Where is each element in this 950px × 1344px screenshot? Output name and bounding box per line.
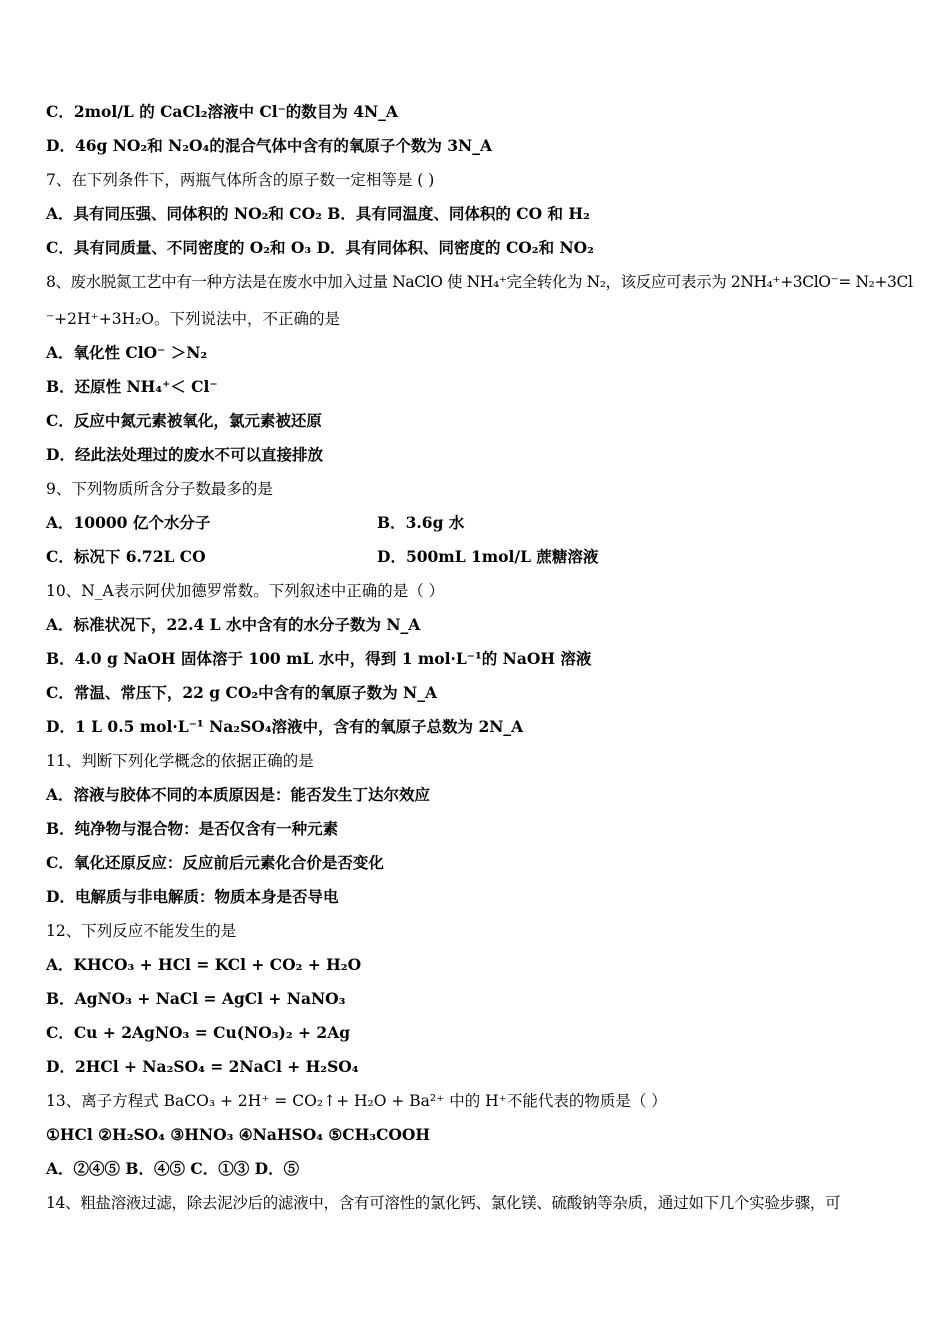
option-6d: D．46g NO₂和 N₂O₄的混合气体中含有的氧原子个数为 3N_A [46,136,492,155]
option-8b: B．还原性 NH₄⁺＜ Cl⁻ [46,377,218,396]
option-9a: A．10000 亿个水分子 [46,513,211,532]
option-7ab: A．具有同压强、同体积的 NO₂和 CO₂ B．具有同温度、同体积的 CO 和 H₂ [46,204,590,223]
option-6c: C．2mol/L 的 CaCl₂溶液中 Cl⁻的数目为 4N_A [46,102,398,121]
option-8a: A．氧化性 ClO⁻ ＞N₂ [46,343,208,362]
option-11d: D．电解质与非电解质：物质本身是否导电 [46,887,339,906]
option-13: A．②④⑤ B．④⑤ C．①③ D．⑤ [46,1159,300,1178]
question-12: 12、下列反应不能发生的是 [46,922,237,940]
option-9c: C．标况下 6.72L CO [46,547,206,566]
option-10b: B．4.0 g NaOH 固体溶于 100 mL 水中，得到 1 mol·L⁻¹的 NaOH 溶液 [46,649,592,668]
option-8d: D．经此法处理过的废水不可以直接排放 [46,445,323,464]
option-12a: A．KHCO₃ + HCl = KCl + CO₂ + H₂O [46,955,362,974]
option-11a: A．溶液与胶体不同的本质原因是：能否发生丁达尔效应 [46,785,431,804]
option-10c: C．常温、常压下，22 g CO₂中含有的氧原子数为 N_A [46,683,438,702]
question-10: 10、N_A表示阿伏加德罗常数。下列叙述中正确的是（ ） [46,582,445,600]
option-12c: C．Cu + 2AgNO₃ = Cu(NO₃)₂ + 2Ag [46,1023,351,1042]
question-13-choices: ①HCl ②H₂SO₄ ③HNO₃ ④NaHSO₄ ⑤CH₃COOH [46,1125,431,1144]
option-10d: D．1 L 0.5 mol·L⁻¹ Na₂SO₄溶液中，含有的氧原子总数为 2N_A [46,717,524,736]
question-9: 9、下列物质所含分子数最多的是 [46,480,273,498]
option-12b: B．AgNO₃ + NaCl = AgCl + NaNO₃ [46,989,346,1008]
option-11c: C．氧化还原反应：反应前后元素化合价是否变化 [46,853,384,872]
option-9-row1 [46,512,916,534]
option-9-row2 [46,546,916,568]
option-9b: B．3.6g 水 [377,513,465,532]
option-12d: D．2HCl + Na₂SO₄ = 2NaCl + H₂SO₄ [46,1057,359,1076]
question-11: 11、判断下列化学概念的依据正确的是 [46,752,314,770]
question-7: 7、在下列条件下，两瓶气体所含的原子数一定相等是 ( ) [46,171,435,189]
option-11b: B．纯净物与混合物：是否仅含有一种元素 [46,819,339,838]
option-9d: D．500mL 1mol/L 蔗糖溶液 [377,547,599,566]
question-8: 8、废水脱氮工艺中有一种方法是在废水中加入过量 NaClO 使 NH₄⁺完全转化为 N₂，该反应可表示为 2NH₄⁺+3ClO⁻= N₂+3Cl [46,273,913,291]
option-8c: C．反应中氮元素被氧化，氯元素被还原 [46,411,322,430]
question-8-cont: ⁻+2H⁺+3H₂O。下列说法中，不正确的是 [46,310,341,328]
option-7cd: C．具有同质量、不同密度的 O₂和 O₃ D．具有同体积、同密度的 CO₂和 NO₂ [46,238,594,257]
question-13: 13、离子方程式 BaCO₃ + 2H⁺ = CO₂↑+ H₂O + Ba²⁺ 中的 H⁺不能代表的物质是（ ） [46,1092,667,1110]
question-14: 14、粗盐溶液过滤，除去泥沙后的滤液中，含有可溶性的氯化钙、氯化镁、硫酸钠等杂质，通过如下几个实验步骤，可 [46,1194,841,1212]
option-10a: A．标准状况下，22.4 L 水中含有的水分子数为 N_A [46,615,421,634]
